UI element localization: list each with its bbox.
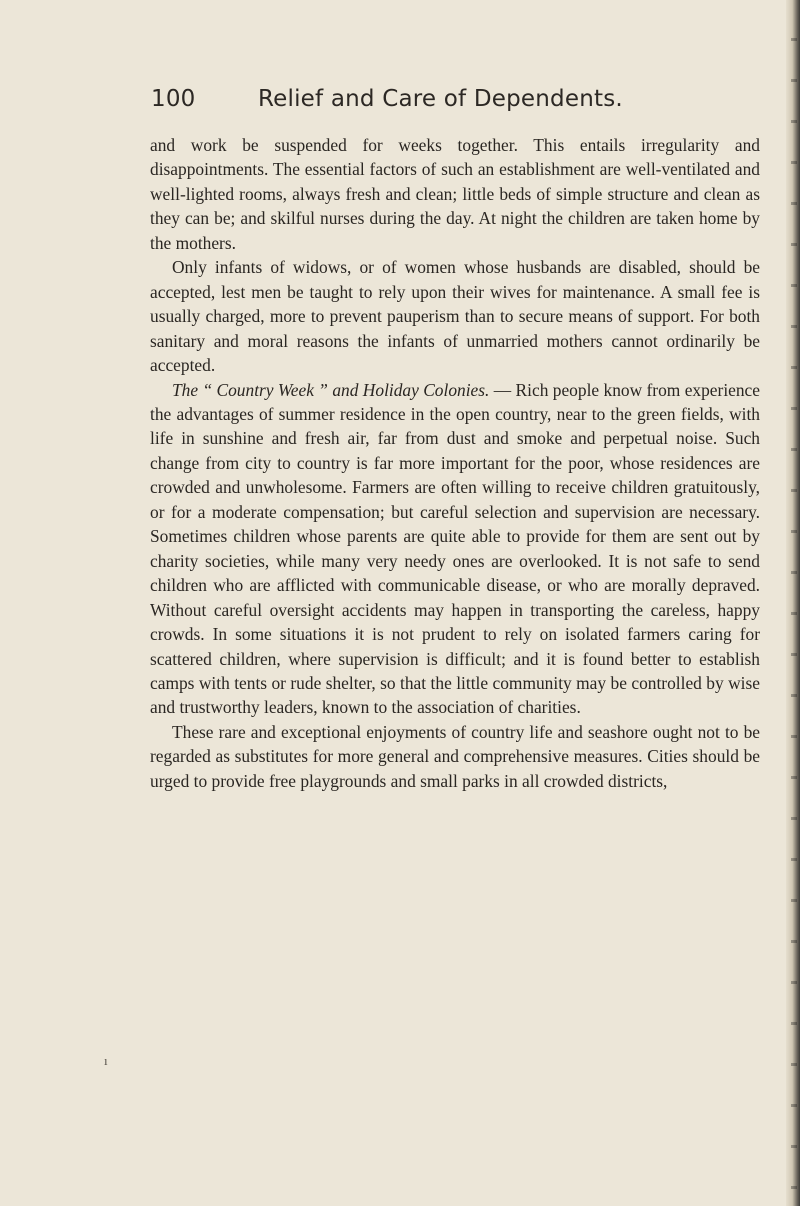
page-number: 100 <box>151 86 196 112</box>
paragraph-3 <box>150 378 760 720</box>
running-header <box>151 86 671 118</box>
section-heading: The “ Country Week ” and Holiday Colonies. <box>172 379 490 400</box>
paragraph-3-text: Rich people know from experience the advantages of summer residence in the open country, near to the green fields, with life in sunshine and fresh air, far from dust and smoke and perpetual noise. Such change from city to country is far more important for the poor, whose residences are crowded and unwholesome. Farmers are often willing to receive children gratuitously, or for a moderate compensation; but careful selection and supervision are necessary. Sometimes children whose parents are quite able to provide for them are sent out by charity societies, while many very needy ones are overlooked. It is not safe to send children who are afflicted with communicable disease, or who are morally depraved. Without careful oversight accidents may happen in transporting the careless, happy crowds. In some situations it is not prudent to rely on isolated farmers caring for scattered children, where supervision is difficult; and it is found better to establish camps with tents or rude shelter, so that the little community may be controlled by wise and trustworthy leaders, known to the association of charities. <box>150 379 760 718</box>
page-edge-marks <box>791 0 797 1206</box>
running-title: Relief and Care of Dependents. <box>258 86 623 112</box>
body-text <box>150 133 760 793</box>
paragraph-2: Only infants of widows, or of women whose husbands are disabled, should be accepted, lest men be taught to rely upon their wives for maintenance. A small fee is usually charged, more to prevent pauperism than to secure means of support. For both sanitary and moral reasons the infants of unmarried mothers cannot ordinarily be accepted. <box>150 257 760 376</box>
margin-mark: ı <box>104 1053 108 1068</box>
paragraph-4: These rare and exceptional enjoyments of country life and seashore ought not to be regarded as substitutes for more general and comprehensive measures. Cities should be urged to provide free playgrounds and small parks in all crowded districts, <box>150 721 760 791</box>
heading-dash: — <box>489 379 516 400</box>
paragraph-1: and work be suspended for weeks together. This entails irregularity and disappointments. The essential factors of such an establishment are well-ventilated and well-lighted rooms, always fresh and clean; little beds of simple structure and clean as they can be; and skilful nurses during the day. At night the children are taken home by the mothers. <box>150 135 760 253</box>
